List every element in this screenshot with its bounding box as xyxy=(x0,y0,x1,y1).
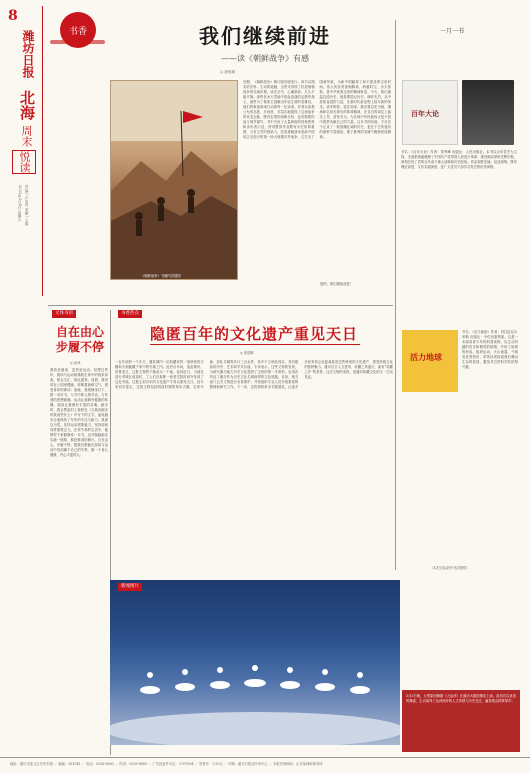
sidebar-note: （本栏目由新华书店提供） xyxy=(430,566,470,570)
column-essay-tag: 文体书语 xyxy=(52,310,76,318)
brush-stroke-decoration xyxy=(50,40,105,44)
book2-intro: 书名：《活力地球》作者：[英]迈克尔·米勒 出版社：中信出版集团。这是一本面向青少年的科普读物，以生动有趣的语言和精美的插图，介绍了地球的形成、板块运动、火山地震、气候变化等知识，带领读者探索我们赖以生存的星球，激发对自然科学的浓厚兴趣。 xyxy=(462,330,518,369)
editor-credits: 责编 / 卢宗青 美编 / 王瑞 xyxy=(25,185,29,226)
title-underline xyxy=(150,344,360,345)
masthead-divider xyxy=(42,6,43,296)
lead-article-closing: 是的，我们继续前进！ xyxy=(320,282,353,286)
dance-caption-box xyxy=(402,690,520,752)
issue-date: 2023年3月4日 星期六 xyxy=(18,185,22,222)
sidebar-column-text: 一月一书 xyxy=(440,28,465,35)
photo-caption: 《朝鲜战争》书籍内页插图 xyxy=(141,274,181,278)
culture-article-tag: 书香热点 xyxy=(118,310,142,318)
weekly-label: 周末 xyxy=(20,125,33,147)
dance-photo-caption: 3月3日晚，大型原创舞剧《大运河》在潍坊大剧院精彩上演。演员们以优美的舞姿，生动演绎了运河两岸的人文风情与历史变迁，赢得观众阵阵掌声。 xyxy=(406,694,516,703)
book-cover-image xyxy=(402,80,458,145)
section-label: 悦读 xyxy=(12,150,36,174)
book-cover-image-2 xyxy=(402,330,458,392)
author-portrait-image xyxy=(462,80,514,145)
column-essay-author: ◎ 孙凤 xyxy=(70,361,81,365)
sidebar-column-label xyxy=(440,26,464,35)
column-essay-title: 自在由心 步履不停 xyxy=(55,325,104,354)
dancers-icon xyxy=(110,580,400,745)
brand-name: 北海 xyxy=(18,90,36,120)
war-illustration-image xyxy=(110,80,238,280)
soldiers-silhouette-icon xyxy=(111,81,238,280)
book-cover-title: 百年大论 xyxy=(411,109,439,118)
book1-intro: 书名：《百年大论》作者：郑秀峰 出版社：人民出版社。本书以百年党史为主线，全面系统地梳理了中国共产党带领人民进行革命、建设和改革的光辉历程，深刻总结了党的百年奋斗重大成就和历史经验。作品视野宏阔、论述深刻，既有理论高度，又有实践深度，是广大党员干部学习党史的优秀读物。 xyxy=(401,150,517,169)
section-divider xyxy=(48,305,393,306)
culture-article-author: ◎ 张德彬 xyxy=(240,351,254,355)
ballet-performance-image xyxy=(110,580,400,745)
lead-article-subtitle: ——读《朝鲜战争》有感 xyxy=(221,54,309,63)
lead-article-title: 我们继续前进 xyxy=(199,24,331,48)
book2-intro-cont xyxy=(401,398,517,563)
culture-article-title: 隐匿百年的文化遗产重见天日 xyxy=(149,325,358,343)
dance-photo-tag: 新闻图片 xyxy=(118,583,142,591)
page-number: 8 xyxy=(8,8,18,24)
lead-article-author: ◎ 徐明雄 xyxy=(220,70,236,74)
column-essay-body: 我热爱阅读，更热爱运动。回想这些年，阅读与运动就像我生命中的两条河流，相互交汇，彼此滋养。清晨，我常常在公园里慢跑，呼吸着新鲜空气，感受身体的律动；夜晚，我则静坐灯下，捧一本好书，与书中的人物对话，与作者的思想碰撞。运动让我拥有健康的体魄，阅读让我拥有丰盈的灵魂。跑步时，我会想起村上春树在《当我谈跑步时我谈些什么》中写下的文字，他说跑步让他保持了写作的专注与耐力。我深以为然。坚持运动需要毅力，坚持阅读同样需要定力。在快节奏的生活中，能够停下来静静读一本书，迈开腿踏踏实实跑一段路，都是难得的修行。自在由心，步履不停。愿我们都能在阅读与运动中找到属于自己的节奏，做一个身心健康、内心丰盈的人。 xyxy=(50,368,108,457)
page-footer: 地址：潍坊市奎文区东风东街 ／ 邮编：261041 ／ 电话：0536-8883 ／ 传真：0536-8883 ／ 广告经营许可证：3707004 ／ 零售价：1.50元 ／ 印刷：潍坊日报社印务中心 ／ 本报法律顾问：山东某律师事务所 xyxy=(0,757,530,773)
sidebar-divider xyxy=(395,20,396,570)
paper-name: 潍坊日报 xyxy=(21,30,35,78)
seal-text: 书香 xyxy=(68,26,87,37)
culture-article-body: 一百年前的一个冬天，潍县城内一位收藏家将一批珍贵的古籍和字画秘藏于家中的夹墙之内。此后百年间，战乱频仍，世事变迁，这批文物的下落成为一个谜。直到近日，当地在进行老城区改造时，工人们在拆除一座老宅院时意外发现了这处夹墙，这批尘封百年的文化遗产才得以重见天日。经专家初步鉴定，这批文物包括明清时期的刻本古籍、名家书画、信札手稿等共计三百余件，其中不乏珍品孤本，具有极高的历史、艺术和学术价值。专家表示，这些文物的发现，为研究潍坊地方历史文化提供了宝贵的第一手资料，也再次印证了潍坊作为历史文化名城深厚的文化底蕴。目前，相关部门已对文物进行妥善保护，并将组织专业人员开展系统的整理和研究工作。下一步，还将择机举办专题展览，让更多市民有机会近距离欣赏这些珍贵的文化遗产，感受传统文化的独特魅力。潍坊自古人文荟萃，收藏之风盛行，素有“收藏之乡”的美誉。这次文物的发现，是潍坊收藏文化的又一生动见证。 xyxy=(115,360,393,389)
book2-cover-title: 活力地球 xyxy=(410,352,442,362)
lead-article-body: 近期，《朝鲜战争》修订版出版发行。该书以翔实的史料、生动的笔触，全景式再现了抗美援朝战争的壮阔历程。读完全书，心潮澎湃，久久不能平静。那些在冰天雪地中浴血奋战的志愿军战士，那些为了保家卫国献出年轻生命的英雄们，他们的事迹深深打动着每一位读者。作者以客观公允的态度，多角度、多层次地展现了这场战争的来龙去脉，既有宏观的战略分析，也有微观的战斗细节描写。书中引用了大量珍贵的档案资料和亲历者口述，使得整部作品既有历史的厚重感，又有文学的感染力。抗美援朝战争是新中国成立后进行的第一场大规模对外战争，它打出了国威军威，为新中国赢得了和平建设的宝贵时间。伟大的抗美援朝精神，跨越时空、历久弥新，是中华民族宝贵的精神财富。今天，我们重温这段历史，就是要铭记历史、缅怀先烈，从中汲取奋进的力量，在新时代新征程上续写新的荣光。读史明智，鉴往知来。我们要以史为镜，继承和弘扬先辈们的革命精神，在各自的岗位上踏实工作、奋发有为，为实现中华民族伟大复兴的中国梦贡献自己的力量。这本书的价值，不仅在于记录了一段波澜壮阔的历史，更在于它传递出的那种不畏强敌、敢于胜利的英雄气概和民族精神。 xyxy=(243,80,391,139)
